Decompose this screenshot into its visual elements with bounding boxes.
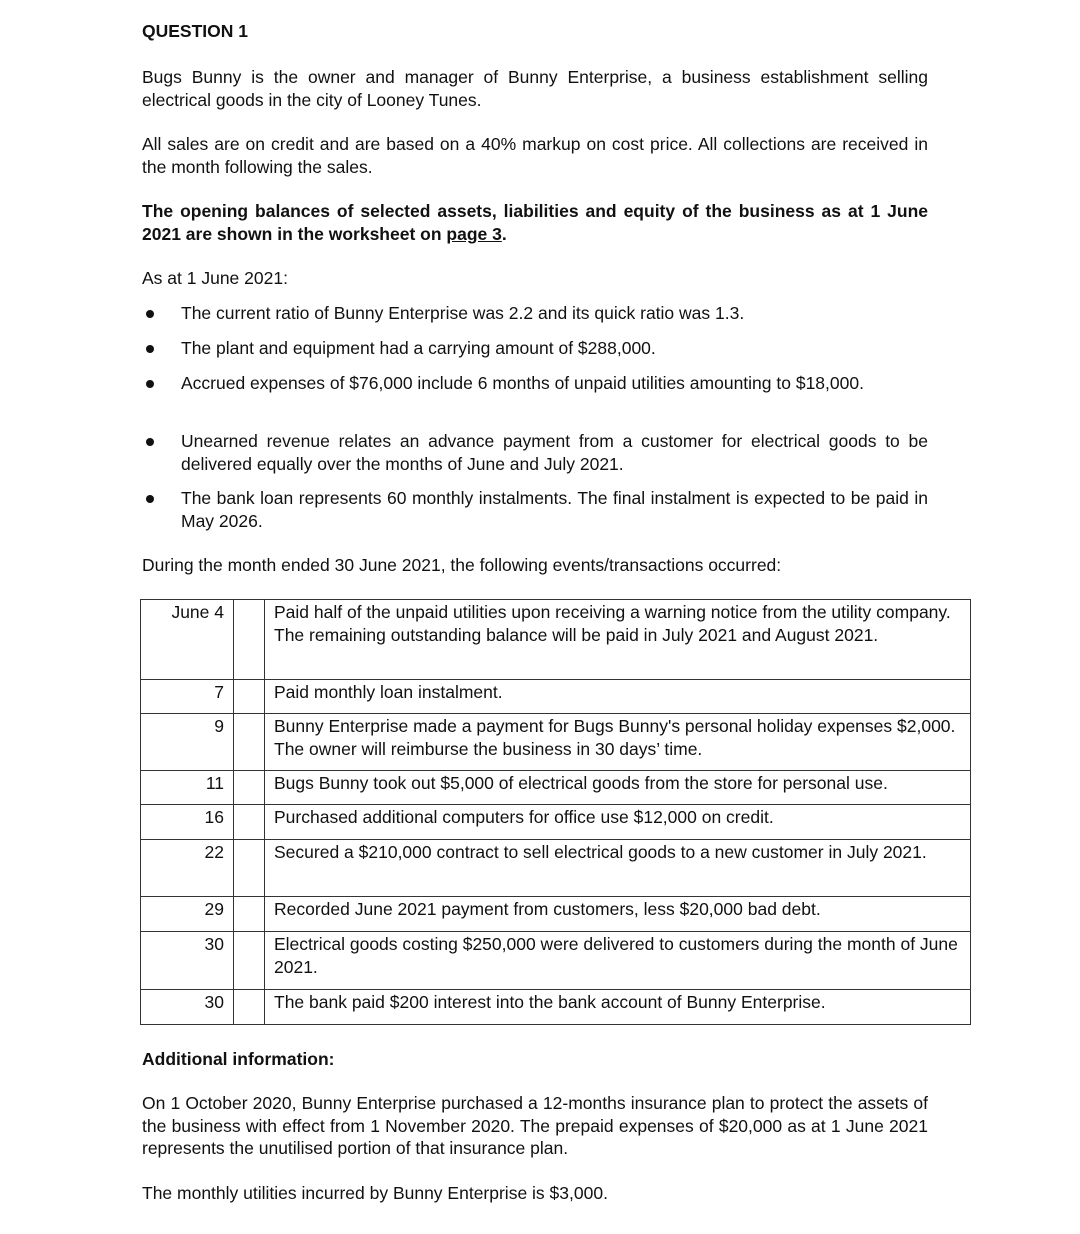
table-row <box>141 990 971 1025</box>
during-heading: During the month ended 30 June 2021, the following events/transactions occurred: <box>142 555 782 575</box>
empty-cell <box>234 840 265 897</box>
bullet-icon <box>146 310 154 318</box>
table-row <box>141 680 971 714</box>
event-date: 29 <box>141 897 234 932</box>
event-date: June 4 <box>141 600 234 680</box>
event-text: Paid monthly loan instalment. <box>265 680 971 714</box>
insurance-paragraph: On 1 October 2020, Bunny Enterprise purchased a 12-months insurance plan to protect the assets of the business with effect from 1 November 2020. The prepaid expenses of $20,000 as at 1 June 2021 represents the unutilised portion of that insurance plan. <box>142 1093 928 1158</box>
empty-cell <box>234 990 265 1025</box>
empty-cell <box>234 600 265 680</box>
empty-cell <box>234 771 265 805</box>
event-date: 30 <box>141 990 234 1025</box>
events-table <box>140 599 971 1025</box>
sales-paragraph: All sales are on credit and are based on a 40% markup on cost price. All collections are received in the month following the sales. <box>142 134 928 177</box>
opening-balances-paragraph <box>142 200 928 245</box>
event-date: 22 <box>141 840 234 897</box>
event-date: 7 <box>141 680 234 714</box>
empty-cell <box>234 714 265 771</box>
table-row <box>141 840 971 897</box>
event-date: 16 <box>141 805 234 840</box>
table-row <box>141 932 971 990</box>
table-row <box>141 771 971 805</box>
as-at-heading: As at 1 June 2021: <box>142 268 288 288</box>
empty-cell <box>234 897 265 932</box>
event-date: 9 <box>141 714 234 771</box>
event-text: Recorded June 2021 payment from customers, less $20,000 bad debt. <box>265 897 971 932</box>
event-text: Bugs Bunny took out $5,000 of electrical goods from the store for personal use. <box>265 771 971 805</box>
event-date: 11 <box>141 771 234 805</box>
page-link[interactable]: page 3 <box>446 223 502 244</box>
event-text: Purchased additional computers for office use $12,000 on credit. <box>265 805 971 840</box>
table-row <box>141 805 971 840</box>
opening-text: The opening balances of selected assets, liabilities and equity of the business as at 1 June 2021 are shown in the worksheet on <box>142 201 928 244</box>
event-text: Paid half of the unpaid utilities upon receiving a warning notice from the utility company. The remaining outstanding balance will be paid in July 2021 and August 2021. <box>265 600 971 680</box>
table-row <box>141 714 971 771</box>
event-text: Electrical goods costing $250,000 were delivered to customers during the month of June 2021. <box>265 932 971 990</box>
bullet-icon <box>146 345 154 353</box>
empty-cell <box>234 680 265 714</box>
intro-paragraph: Bugs Bunny is the owner and manager of Bunny Enterprise, a business establishment selling electrical goods in the city of Looney Tunes. <box>142 67 928 110</box>
table-row <box>141 600 971 680</box>
bullet-item: The current ratio of Bunny Enterprise was 2.2 and its quick ratio was 1.3. <box>181 303 745 323</box>
bullet-item: Accrued expenses of $76,000 include 6 months of unpaid utilities amounting to $18,000. <box>181 373 864 393</box>
bullet-item: Unearned revenue relates an advance payment from a customer for electrical goods to be delivered equally over the months of June and July 2021. <box>181 431 928 474</box>
event-text: Secured a $210,000 contract to sell electrical goods to a new customer in July 2021. <box>265 840 971 897</box>
opening-end: . <box>501 223 507 244</box>
empty-cell <box>234 932 265 990</box>
bullet-item: The bank loan represents 60 monthly instalments. The final instalment is expected to be paid in May 2026. <box>181 488 928 531</box>
additional-info-heading: Additional information: <box>142 1049 335 1069</box>
event-text: The bank paid $200 interest into the bank account of Bunny Enterprise. <box>265 990 971 1025</box>
event-date: 30 <box>141 932 234 990</box>
table-row <box>141 897 971 932</box>
utilities-paragraph: The monthly utilities incurred by Bunny Enterprise is $3,000. <box>142 1183 608 1203</box>
bullet-icon <box>146 495 154 503</box>
bullet-icon <box>146 380 154 388</box>
empty-cell <box>234 805 265 840</box>
event-text: Bunny Enterprise made a payment for Bugs Bunny's personal holiday expenses $2,000. The owner will reimburse the business in 30 days’ time. <box>265 714 971 771</box>
bullet-icon <box>146 438 154 446</box>
bullet-item: The plant and equipment had a carrying amount of $288,000. <box>181 338 656 358</box>
question-title: QUESTION 1 <box>142 21 248 41</box>
